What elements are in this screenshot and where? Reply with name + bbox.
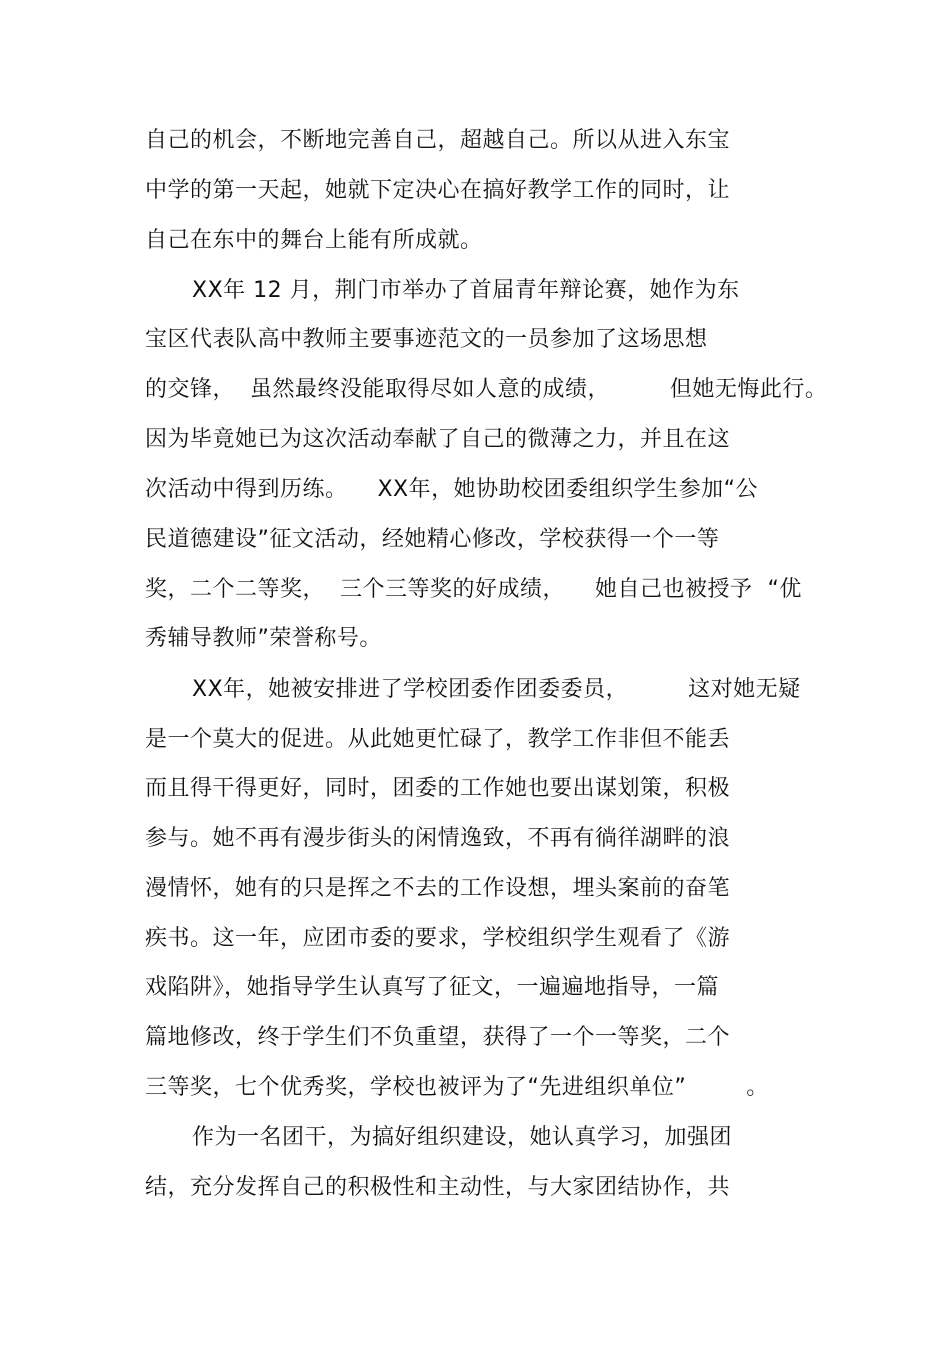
text-line: 中学的第一天起，她就下定决心在搞好教学工作的同时，让 bbox=[145, 178, 731, 203]
text-line: 宝区代表队高中教师主要事迹范文的一员参加了这场思想 bbox=[145, 327, 708, 352]
text-line: 自己在东中的舞台上能有所成就。 bbox=[145, 228, 483, 253]
text-line: 漫情怀，她有的只是挥之不去的工作设想，埋头案前的奋笔 bbox=[145, 876, 731, 901]
text-line: 参与。她不再有漫步街头的闲情逸致，不再有徜徉湖畔的浪 bbox=[145, 826, 731, 851]
text-line: 结，充分发挥自己的积极性和主动性，与大家团结协作，共 bbox=[145, 1175, 731, 1200]
paragraph-first-line: 作为一名团干，为搞好组织建设，她认真学习，加强团 bbox=[192, 1125, 733, 1150]
text-line: 秀辅导教师”荣誉称号。 bbox=[145, 626, 382, 651]
text-line: 篇地修改，终于学生们不负重望，获得了一个一等奖，二个 bbox=[145, 1025, 731, 1050]
text-line: 戏陷阱》，她指导学生认真写了征文，一遍遍地指导，一篇 bbox=[145, 975, 720, 1000]
text-line: 民道德建设”征文活动，经她精心修改，学校获得一个一等 bbox=[145, 527, 720, 552]
text-line: 是一个莫大的促进。从此她更忙碌了，教学工作非但不能丢 bbox=[145, 727, 731, 752]
text-line: 因为毕竟她已为这次活动奉献了自己的微薄之力，并且在这 bbox=[145, 427, 731, 452]
text-line: 奖，二个二等奖， 三个三等奖的好成绩， 她自己也被授予 “优 bbox=[145, 577, 802, 602]
text-line: 疾书。这一年，应团市委的要求，学校组织学生观看了《游 bbox=[145, 926, 731, 951]
text-line: 而且得干得更好，同时，团委的工作她也要出谋划策，积极 bbox=[145, 776, 731, 801]
text-line: 的交锋， 虽然最终没能取得尽如人意的成绩， 但她无悔此行。 bbox=[145, 377, 828, 402]
paragraph-first-line: XX年，她被安排进了学校团委作团委委员， 这对她无疑 bbox=[192, 677, 801, 702]
text-line: 次活动中得到历练。 XX年，她协助校团委组织学生参加“公 bbox=[145, 477, 759, 502]
text-line: 三等奖，七个优秀奖，学校也被评为了“先进组织单位” 。 bbox=[145, 1075, 769, 1100]
paragraph-first-line: XX年 12 月，荆门市举办了首届青年辩论赛，她作为东 bbox=[192, 278, 740, 303]
text-line: 自己的机会，不断地完善自己，超越自己。所以从进入东宝 bbox=[145, 128, 731, 153]
